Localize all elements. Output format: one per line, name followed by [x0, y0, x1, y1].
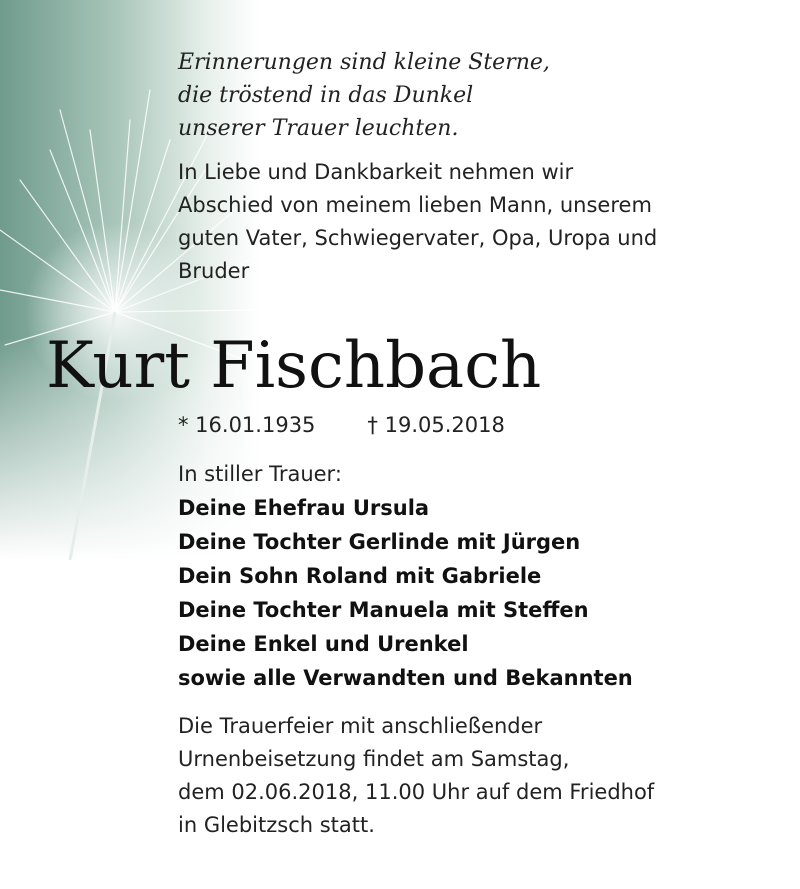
- mourner-line: Deine Tochter Gerlinde mit Jürgen: [178, 530, 581, 554]
- deceased-name: Kurt Fischbach: [46, 329, 542, 403]
- funeral-line: in Glebitzsch statt.: [178, 813, 375, 837]
- memorial-quote: [178, 46, 778, 145]
- intro-line: Abschied von meinem lieben Mann, unserem: [178, 193, 652, 217]
- intro-line: guten Vater, Schwiegervater, Opa, Uropa und: [178, 226, 658, 250]
- quote-line: unserer Trauer leuchten.: [178, 116, 459, 141]
- quote-line: die tröstend in das Dunkel: [178, 83, 474, 108]
- main-text: [178, 46, 778, 288]
- mourner-line: Deine Enkel und Urenkel: [178, 632, 469, 656]
- mourner-line: sowie alle Verwandten und Bekannten: [178, 666, 633, 690]
- funeral-details: [178, 710, 778, 842]
- mourners-list: [178, 491, 778, 695]
- intro-line: In Liebe und Dankbarkeit nehmen wir: [178, 160, 574, 184]
- mourner-line: Deine Ehefrau Ursula: [178, 496, 430, 520]
- quote-line: Erinnerungen sind kleine Sterne,: [178, 50, 550, 75]
- mourner-line: Dein Sohn Roland mit Gabriele: [178, 564, 542, 588]
- death-date: † 19.05.2018: [367, 413, 505, 437]
- funeral-line: Urnenbeisetzung findet am Samstag,: [178, 747, 570, 771]
- mourner-line: Deine Tochter Manuela mit Steffen: [178, 598, 589, 622]
- mourners-section: [178, 458, 778, 695]
- intro-line: Bruder: [178, 259, 250, 283]
- mourners-label: In stiller Trauer:: [178, 462, 342, 486]
- funeral-line: Die Trauerfeier mit anschließender: [178, 714, 543, 738]
- funeral-line: dem 02.06.2018, 11.00 Uhr auf dem Friedhof: [178, 780, 655, 804]
- life-dates: [178, 408, 505, 442]
- birth-date: * 16.01.1935: [178, 413, 316, 437]
- farewell-text: [178, 156, 778, 288]
